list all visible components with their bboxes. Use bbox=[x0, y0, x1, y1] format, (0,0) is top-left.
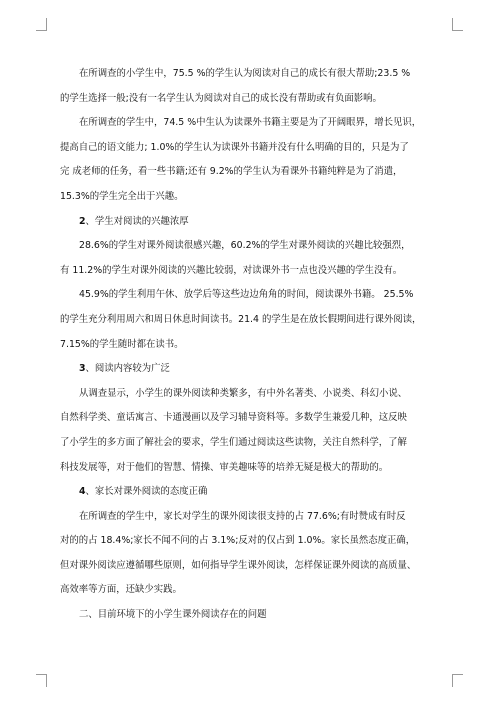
text-line: 45.9%的学生利用午休、放学后等这些边边角角的时间，阅读课外书籍。 25.5% bbox=[79, 289, 414, 301]
text-line: 在所调查的学生中，家长对学生的课外阅读很支持的占 77.6%;有时赞成有时反 bbox=[79, 510, 406, 522]
section-heading bbox=[60, 480, 446, 505]
paragraph bbox=[60, 111, 446, 209]
text-line: 完 成老师的任务，看一些书籍;还有 9.2%的学生认为看课外书籍纯粹是为了消遣， bbox=[60, 166, 403, 178]
text-line: 自然科学类、童话寓言、卡通漫画以及学习辅导资料等。多数学生兼爱几种，这反映 bbox=[60, 412, 407, 424]
heading-text: 、家长对课外阅读的态度正确 bbox=[85, 486, 208, 498]
paragraph bbox=[60, 62, 446, 111]
text-line: 的学生选择一般;没有一名学生认为阅读对自己的成长没有帮助或有负面影响。 bbox=[60, 92, 382, 104]
crop-mark-top-right bbox=[452, 18, 463, 31]
heading-text: 、学生对阅读的兴趣浓厚 bbox=[85, 215, 189, 227]
crop-mark-bottom-right bbox=[452, 674, 463, 687]
text-line: 高效率等方面，还缺少实践。 bbox=[60, 584, 182, 596]
crop-mark-bottom-left bbox=[36, 674, 47, 687]
text-line: 从调查显示，小学生的课外阅读种类繁多，有中外名著类、小说类、科幻小说、 bbox=[79, 387, 408, 399]
text-line: 28.6%的学生对课外阅读很感兴趣，60.2%的学生对课外阅读的兴趣比较强烈， bbox=[79, 240, 411, 252]
text-line: 但对课外阅读应遵循哪些原则，如何指导学生课外阅读，怎样保证课外阅读的高质量、 bbox=[60, 559, 417, 571]
text-line: 7.15%的学生随时都在读书。 bbox=[60, 338, 184, 350]
heading-number: 2 bbox=[79, 215, 86, 227]
text-line: 了小学生的多方面了解社会的要求，学生们通过阅读这些读物，关注自然科学，了解 bbox=[60, 436, 407, 448]
text-line: 的学生充分利用周六和周日休息时间读书。21.4 的学生是在放长假期间进行课外阅读， bbox=[60, 313, 422, 325]
text-line: 对的的占 18.4%;家长不闻不问的占 3.1%;反对的仅占到 1.0%。家长虽然态度正确， bbox=[60, 535, 416, 547]
text-line: 15.3%的学生完全出于兴趣。 bbox=[60, 190, 184, 202]
heading-text: 、阅读内容较为广泛 bbox=[85, 363, 170, 375]
text-line: 在所调查的学生中，74.5 %中生认为读课外书籍主要是为了开阔眼界，增长见识， bbox=[79, 117, 422, 129]
heading-number: 3 bbox=[79, 363, 86, 375]
paragraph bbox=[60, 382, 446, 480]
section-heading bbox=[60, 210, 446, 235]
text-line: 科技发展等，对于他们的智慧、情操、审美趣味等的培养无疑是极大的帮助的。 bbox=[60, 461, 389, 473]
heading-number: 4 bbox=[79, 486, 86, 498]
text-line: 在所调查的小学生中，75.5 %的学生认为阅读对自己的成长有很大帮助;23.5 % bbox=[79, 68, 411, 79]
section-heading bbox=[60, 357, 446, 382]
text-line: 有 11.2%的学生对课外阅读的兴趣比较弱，对读课外书一点也没兴趣的学生没有。 bbox=[60, 264, 403, 276]
crop-mark-top-left bbox=[36, 18, 47, 31]
section-title: 二、目前环境下的小学生课外阅读存在的问题 bbox=[79, 609, 267, 621]
paragraph bbox=[60, 283, 446, 357]
text-line: 提高自己的语文能力; 1.0%的学生认为读课外书籍并没有什么明确的目的，只是为了 bbox=[60, 141, 409, 153]
paragraph bbox=[60, 234, 446, 283]
document-body bbox=[60, 62, 446, 628]
paragraph bbox=[60, 505, 446, 603]
